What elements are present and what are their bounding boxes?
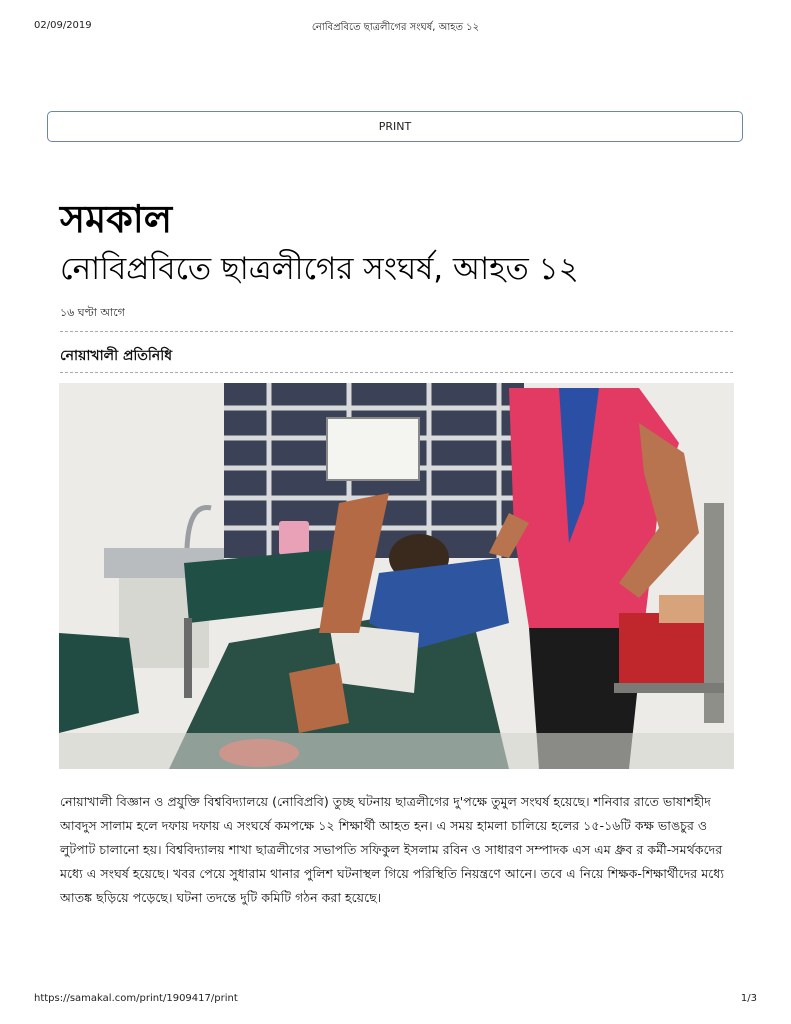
hospital-scene-illustration [59,383,734,769]
article-headline: নোবিপ্রবিতে ছাত্রলীগের সংঘর্ষ, আহত ১২ [60,251,579,287]
divider-bottom [60,372,733,373]
print-page-title: নোবিপ্রবিতে ছাত্রলীগের সংঘর্ষ, আহত ১২ [311,22,480,33]
print-url: https://samakal.com/print/1909417/print [34,993,238,1004]
samakal-logo: সমকাল [60,196,173,241]
article-body: নোয়াখালী বিজ্ঞান ও প্রযুক্তি বিশ্ববিদ্যালয়ে (নোবিপ্রবি) তুচ্ছ ঘটনায় ছাত্রলীগের দু'পক্ষে তুমুল সংঘর্ষ হয়েছে। শনিবার রাতে ভাষাশহীদ আবদুস সালাম হলে দফায় দফায় এ সংঘর্ষে কমপক্ষে ১২ শিক্ষার্থী আহত হন। এ সময় হামলা চালিয়ে হলের ১৫-১৬টি কক্ষ ভাঙচুর ও লুটপাট চালানো হয়। বিশ্ববিদ্যালয় শাখা ছাত্রলীগের সভাপতি সফিকুল ইসলাম রবিন ও সাধারণ সম্পাদক এস এম ধ্রুব র কর্মী-সমর্থকদের মধ্যে এ সংঘর্ষ হয়েছে। খবর পেয়ে সুধারাম থানার পুলিশ ঘটনাস্থল গিয়ে পরিস্থিতি নিয়ন্ত্রণে আনে। তবে এ নিয়ে শিক্ষক-শিক্ষার্থীদের মধ্যে আতঙ্ক ছড়িয়ে পড়েছে। ঘটনা তদন্তে দুটি কমিটি গঠন করা হয়েছে। [60,794,725,905]
print-date: 02/09/2019 [34,20,92,31]
article-photo [59,383,734,769]
article-time: ১৬ ঘণ্টা আগে [60,306,125,319]
article-byline: নোয়াখালী প্রতিনিধি [60,348,173,364]
page-number: 1/3 [740,993,757,1004]
print-button[interactable]: PRINT [47,111,743,142]
divider-top [60,331,733,332]
